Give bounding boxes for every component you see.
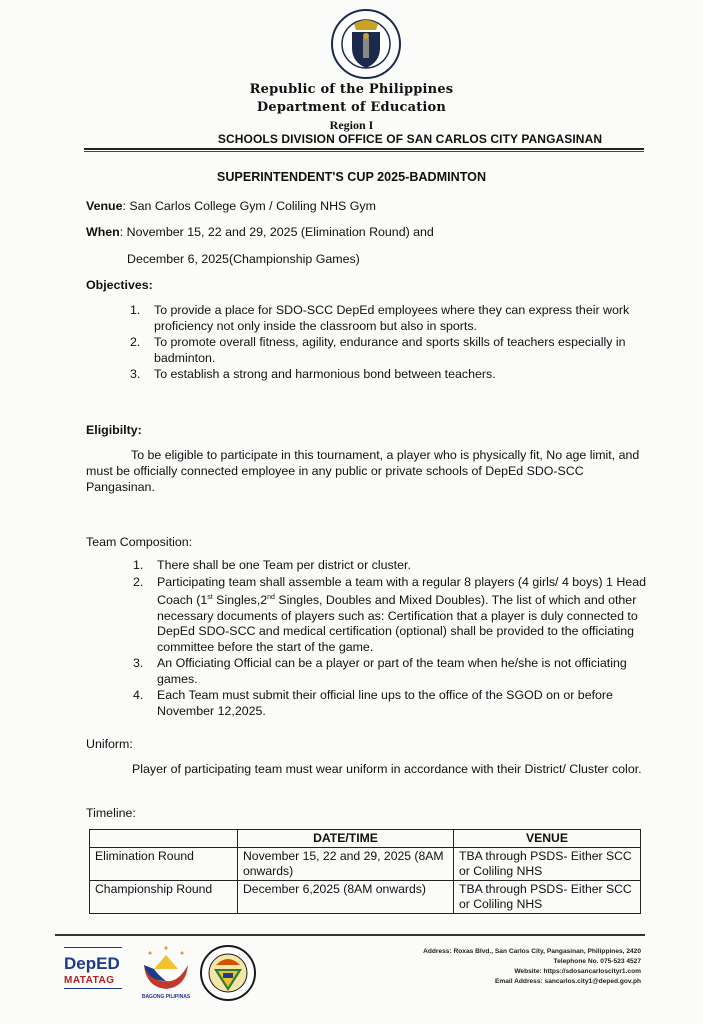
objective-item: 3. To establish a strong and harmonious bond between teachers.: [130, 367, 496, 381]
team-rule-item: 3. An Officiating Official can be a player or part of the team when he/she is not officiating games.: [133, 656, 627, 686]
deped-matatag-logo: [60, 947, 130, 1003]
deped-seal-icon: [330, 8, 402, 80]
when-label: When: [86, 225, 120, 239]
venue-label: Venue: [86, 199, 123, 213]
venue-cell: TBA through PSDS- Either SCC or Coliling NHS: [454, 881, 641, 914]
footer-divider: [55, 934, 645, 936]
date-cell: December 6,2025 (8AM onwards): [238, 881, 454, 914]
when-line: [86, 225, 434, 239]
column-header: DATE/TIME: [238, 830, 454, 848]
objective-item: 2. To promote overall fitness, agility, endurance and sports skills of teachers especially in badminton.: [130, 335, 626, 365]
team-composition-list: [133, 558, 648, 720]
date-cell: November 15, 22 and 29, 2025 (8AM onwards): [238, 848, 454, 881]
column-header: VENUE: [454, 830, 641, 848]
header-region: Region I: [329, 118, 374, 132]
when-value-2: December 6, 2025(Championship Games): [127, 252, 360, 266]
round-cell: Elimination Round: [90, 848, 238, 881]
header-department: Department of Education: [256, 100, 447, 115]
bagong-pilipinas-icon: [138, 945, 194, 991]
objective-item: 1. To provide a place for SDO-SCC DepEd employees where they can express their work proficiency not only inside the classroom but also in sports.: [130, 303, 630, 333]
venue-value: : San Carlos College Gym / Coliling NHS Gym: [122, 199, 376, 213]
bagong-pilipinas-label: BAGONG PILIPINAS: [141, 994, 191, 1000]
table-header-row: [90, 830, 641, 848]
footer-contact: [423, 947, 641, 987]
objectives-heading: Objectives:: [86, 278, 153, 292]
eligibility-heading: Eligibilty:: [86, 423, 142, 437]
header-division: SCHOOLS DIVISION OFFICE OF SAN CARLOS CITY PANGASINAN: [217, 132, 603, 146]
deped-wordmark: DepED: [64, 954, 120, 973]
header-republic: Republic of the Philippines: [249, 82, 454, 97]
team-composition-heading: Team Composition:: [86, 535, 193, 549]
timeline-heading: Timeline:: [86, 806, 136, 820]
table-row: [90, 881, 641, 914]
venue-line: [86, 199, 376, 213]
document-title: SUPERINTENDENT'S CUP 2025-BADMINTON: [216, 170, 487, 184]
matatag-wordmark: MATATAG: [64, 975, 115, 986]
team-rule-item: 2. Participating team shall assemble a team with a regular 8 players (4 girls/ 4 boys) 1 Head Coach (1st Singles,2nd Singles, Doubles and Mixed Doubles). The list of which and other necessary documents of players such as: Certification that a player is duly connected to DepEd SDO-SCC and medical certification (optional) shall be provided to the officiating committee before the start of the game.: [133, 574, 646, 654]
eligibility-text: To be eligible to participate in this tournament, a player who is physically fit, No age limit, and must be officially connected employee in any public or private schools of DepEd SDO-SCC Pangasinan.: [86, 448, 640, 494]
team-rule-item: 1. There shall be one Team per district or cluster.: [133, 558, 411, 572]
footer-email: Email Address: sancarlos.city1@deped.gov.ph: [494, 978, 641, 985]
venue-cell: TBA through PSDS- Either SCC or Coliling NHS: [454, 848, 641, 881]
table-row: [90, 848, 641, 881]
column-header: [90, 830, 238, 848]
footer-logos: [60, 945, 260, 1005]
team-rule-item: 4. Each Team must submit their official line ups to the office of the SGOD on or before November 12,2025.: [133, 688, 613, 718]
timeline-table: [89, 829, 641, 914]
footer-website: Website: https://sdosancarloscityr1.com: [514, 968, 641, 975]
footer-telephone: Telephone No. 075-523 4527: [553, 958, 641, 965]
bagong-pilipinas-logo: [138, 945, 194, 1003]
uniform-text: Player of participating team must wear uniform in accordance with their District/ Cluster color.: [132, 762, 642, 776]
header-divider: [84, 148, 644, 150]
objectives-list: [130, 303, 650, 384]
uniform-heading: Uniform:: [86, 737, 133, 751]
when-value: : November 15, 22 and 29, 2025 (Elimination Round) and: [119, 225, 434, 239]
footer-address: Address: Roxas Blvd., San Carlos City, Pangasinan, Philippines, 2420: [423, 948, 641, 955]
sdo-san-carlos-seal-icon: [200, 945, 258, 1003]
header-divider-thin: [84, 151, 644, 152]
round-cell: Championship Round: [90, 881, 238, 914]
